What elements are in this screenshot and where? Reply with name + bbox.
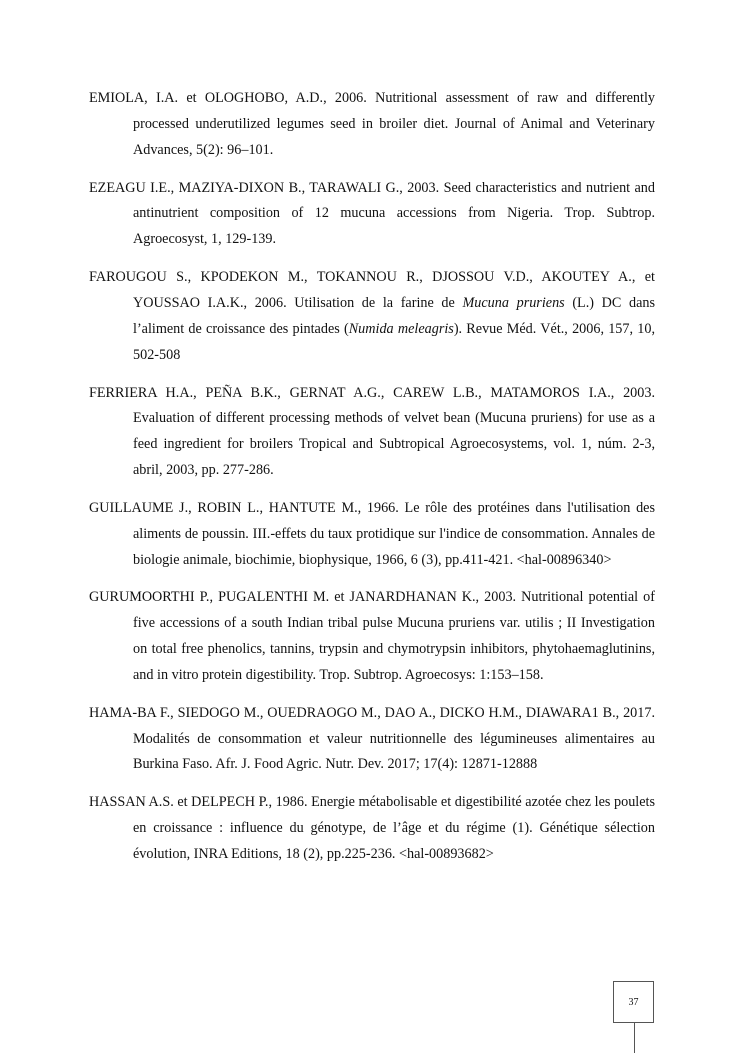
reference-gurumoorthi-2003: GURUMOORTHI P., PUGALENTHI M. et JANARDHANAN K., 2003. Nutritional potential of five accessions of a south Indian tribal pulse Mucuna pruriens var. utilis ; II Investigation on total free phenolics, tannins, trypsin and chymotrypsin inhibitors, phytohaemaglutinins, and in vitro protein digestibility. Trop. Subtrop. Agroecosys: 1:153–158. xyxy=(89,589,655,683)
reference-ezeagu-2003: EZEAGU I.E., MAZIYA-DIXON B., TARAWALI G., 2003. Seed characteristics and nutrient and antinutrient composition of 12 mucuna accessions from Nigeria. Trop. Subtrop. Agroecosyst, 1, 129-139. xyxy=(89,179,655,248)
species-name: Mucuna pruriens xyxy=(462,294,565,311)
reference-emiola-2006: EMIOLA, I.A. et OLOGHOBO, A.D., 2006. Nutritional assessment of raw and differently processed underutilized legumes seed in broiler diet. Journal of Animal and Veterinary Advances, 5(2): 96–101. xyxy=(89,90,655,158)
page-number: 37 xyxy=(613,981,654,1023)
reference-hassan-1986: HASSAN A.S. et DELPECH P., 1986. Energie métabolisable et digestibilité azotée chez les poulets en croissance : influence du génotype, de l’âge et du régime (1). Génétique sélection évolution, INRA Editions, 18 (2), pp.225-236. <hal-00893682> xyxy=(89,794,655,863)
reference-list xyxy=(89,86,655,880)
species-name: Numida meleagris xyxy=(348,320,454,337)
reference-ferriera-2003: FERRIERA H.A., PEÑA B.K., GERNAT A.G., CAREW L.B., MATAMOROS I.A., 2003. Evaluation of different processing methods of velvet bean (Mucuna pruriens) for use as a feed ingredient for broilers Tropical and Subtropical Agroecosystems, vol. 1, núm. 2-3, abril, 2003, pp. 277-286. xyxy=(89,384,655,478)
reference-hama-ba-2017: HAMA-BA F., SIEDOGO M., OUEDRAOGO M., DAO A., DICKO H.M., DIAWARA1 B., 2017. Modalités de consommation et valeur nutritionnelle des légumineuses alimentaires au Burkina Faso. Afr. J. Food Agric. Nutr. Dev. 2017; 17(4): 12871-12888 xyxy=(89,704,655,773)
reference-guillaume-1966: GUILLAUME J., ROBIN L., HANTUTE M., 1966. Le rôle des protéines dans l'utilisation des aliments de poussin. III.-effets du taux protidique sur l'indice de consommation. Annales de biologie animale, biochimie, biophysique, 1966, 6 (3), pp.411-421. <hal-00896340> xyxy=(89,499,655,568)
reference-farougou-2006: FAROUGOU S., KPODEKON M., TOKANNOU R., DJOSSOU V.D., AKOUTEY A., et YOUSSAO I.A.K., 2006. Utilisation de la farine de Mucuna pruriens (L.) DC dans l’aliment de croissance des pintades (Numida meleagris). Revue Méd. Vét., 2006, 157, 10, 502-508 xyxy=(89,269,655,363)
page-number-divider xyxy=(634,1023,635,1053)
